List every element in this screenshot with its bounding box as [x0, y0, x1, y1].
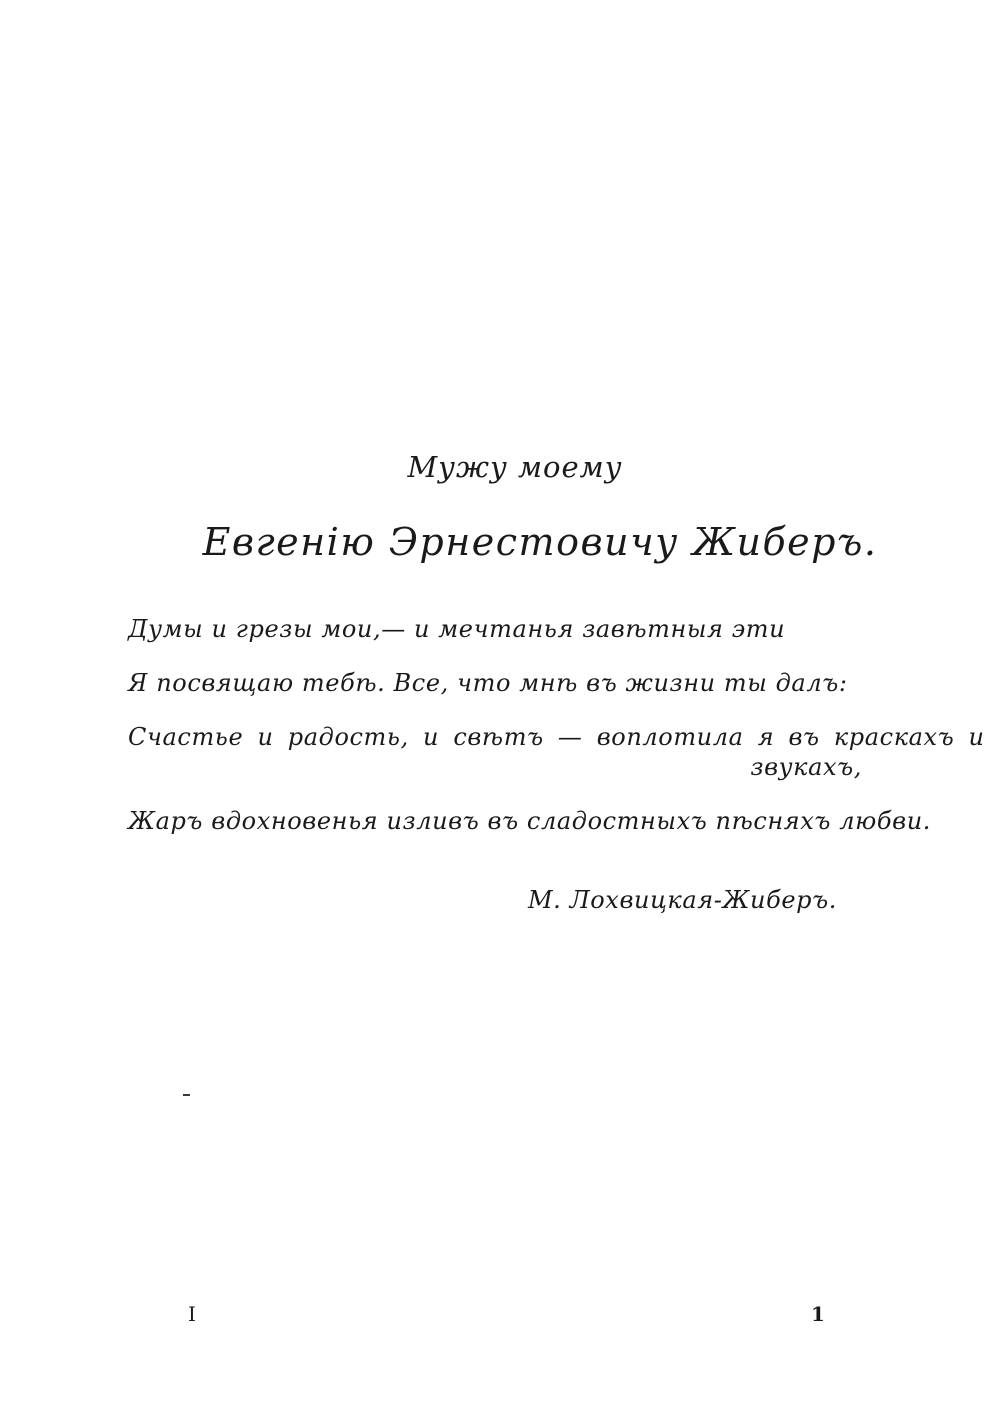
poem-line: Я посвящаю тебѣ. Все, что мнѣ въ жизни ты далъ: [128, 669, 848, 697]
poem-line-continuation: звукахъ, [750, 753, 862, 781]
poem-line: Счастье и радость, и свѣтъ — воплотила я въ краскахъ и [128, 723, 985, 751]
dedicatee-name: Евгенію Эрнестовичу Жиберъ. [202, 520, 878, 564]
author-signature: М. Лохвицкая-Жиберъ. [528, 886, 837, 914]
poem-line: Жаръ вдохновенья изливъ въ сладостныхъ пѣсняхъ любви. [128, 807, 931, 835]
page-number: 1 [811, 1302, 825, 1326]
dedication-heading: Мужу моему [407, 450, 623, 484]
dedication-poem [128, 614, 985, 860]
print-mark [183, 1094, 190, 1096]
poem-line: Думы и грезы мои,— и мечтанья завѣтныя эти [128, 615, 786, 643]
printer-signature-mark: I [188, 1302, 196, 1326]
